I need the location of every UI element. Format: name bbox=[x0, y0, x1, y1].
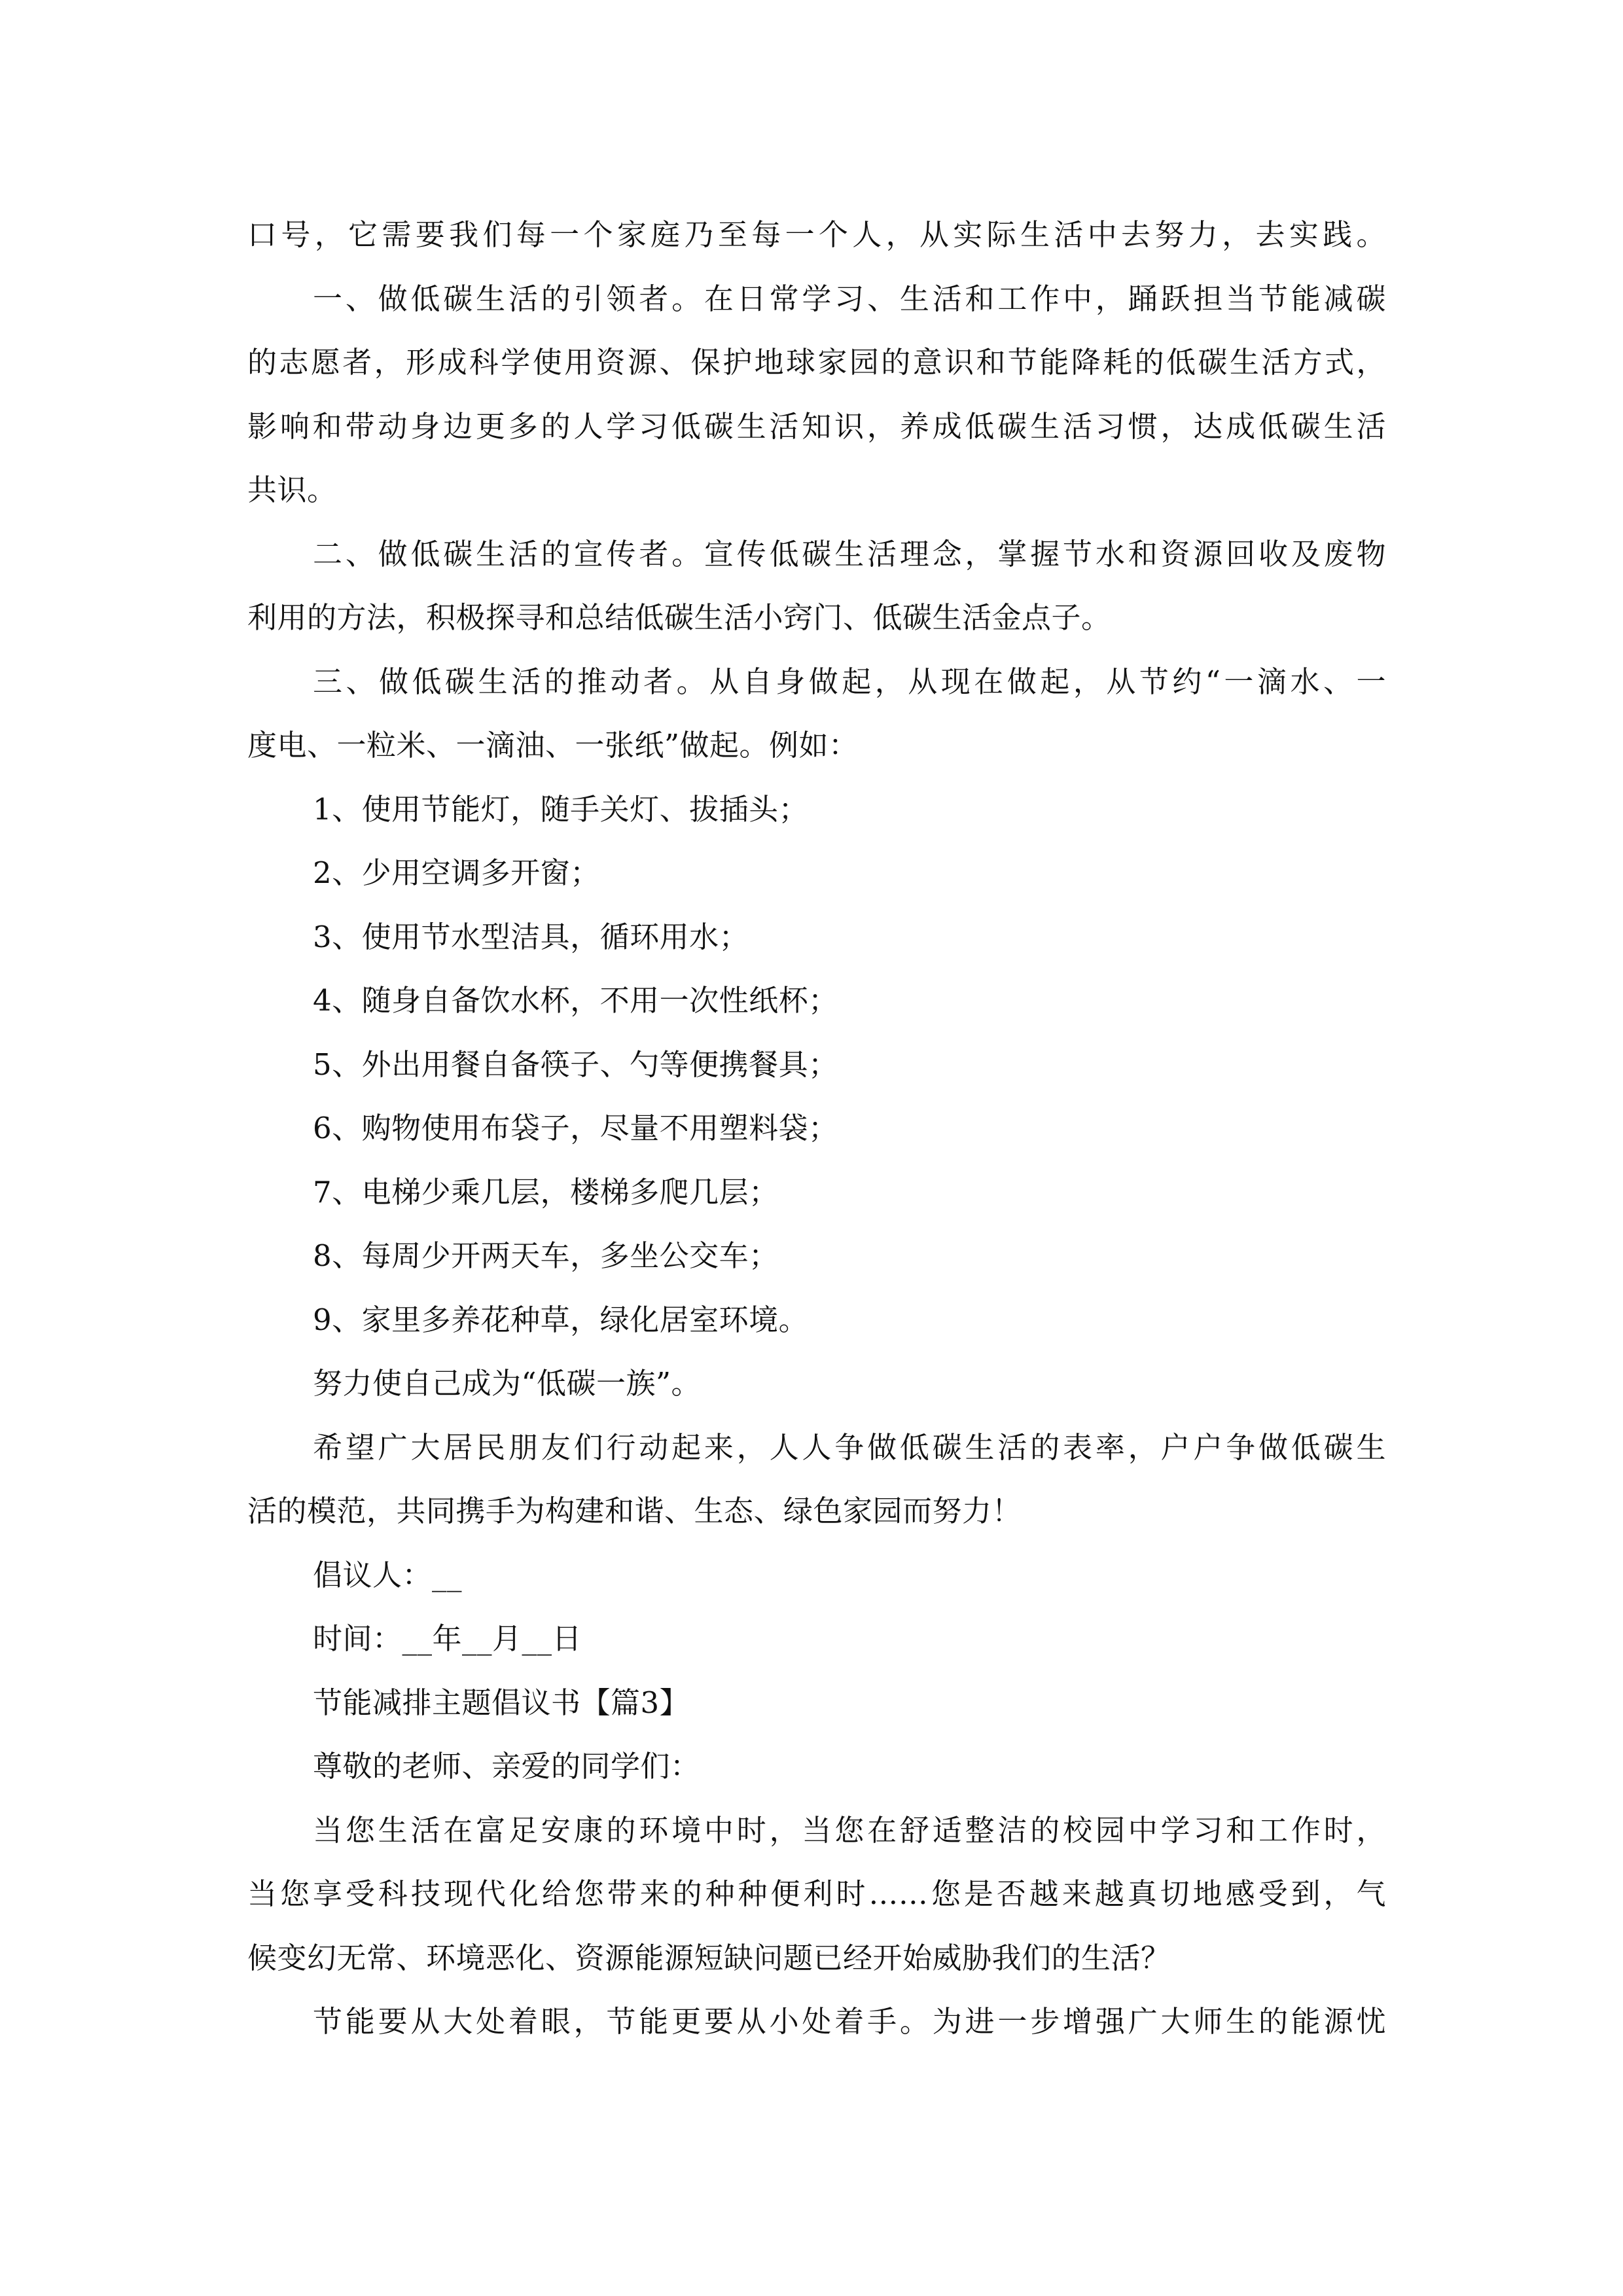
list-item: 5、外出用餐自备筷子、勺等便携餐具； bbox=[313, 1047, 838, 1082]
paragraph-line: 节能要从大处着眼，节能更要从小处着手。为进一步增强广大师生的能源忧 bbox=[313, 2004, 1386, 2039]
paragraph-line: 候变幻无常、环境恶化、资源能源短缺问题已经开始威胁我们的生活？ bbox=[247, 1940, 1171, 1975]
list-item: 9、家里多养花种草，绿化居室环境。 bbox=[313, 1302, 809, 1337]
section-heading: 节能减排主题倡议书【篇3】 bbox=[313, 1685, 690, 1720]
paragraph-line: 当您生活在富足安康的环境中时，当您在舒适整洁的校园中学习和工作时， bbox=[313, 1812, 1386, 1848]
list-item: 4、随身自备饮水杯，不用一次性纸杯； bbox=[313, 983, 838, 1018]
list-item: 1、使用节能灯，随手关灯、拔插头； bbox=[313, 791, 809, 827]
paragraph-line: 的志愿者，形成科学使用资源、保护地球家园的意识和节能降耗的低碳生活方式， bbox=[247, 345, 1386, 380]
paragraph-line: 活的模范，共同携手为构建和谐、生态、绿色家园而努力！ bbox=[247, 1494, 1022, 1528]
document-body bbox=[247, 203, 1386, 2054]
list-item: 8、每周少开两天车，多坐公交车； bbox=[313, 1238, 779, 1273]
paragraph-line: 利用的方法，积极探寻和总结低碳生活小窍门、低碳生活金点子。 bbox=[247, 600, 1111, 635]
paragraph-line: 三、做低碳生活的推动者。从自身做起，从现在做起，从节约“一滴水、一 bbox=[313, 664, 1386, 699]
paragraph-line: 努力使自己成为“低碳一族”。 bbox=[313, 1366, 702, 1401]
paragraph-line: 一、做低碳生活的引领者。在日常学习、生活和工作中，踊跃担当节能减碳 bbox=[313, 281, 1386, 316]
paragraph-line: 口号，它需要我们每一个家庭乃至每一个人，从实际生活中去努力，去实践。 bbox=[247, 217, 1386, 252]
list-item: 2、少用空调多开窗； bbox=[313, 855, 600, 890]
list-item: 7、电梯少乘几层，楼梯多爬几层； bbox=[313, 1174, 779, 1210]
salutation: 尊敬的老师、亲爱的同学们： bbox=[313, 1749, 700, 1784]
list-item: 6、购物使用布袋子，尽量不用塑料袋； bbox=[313, 1111, 838, 1145]
paragraph-line: 共识。 bbox=[247, 473, 337, 507]
paragraph-line: 度电、一粒米、一滴油、一张纸”做起。例如： bbox=[247, 728, 859, 762]
paragraph-line: 影响和带动身边更多的人学习低碳生活知识，养成低碳生活习惯，达成低碳生活 bbox=[247, 408, 1386, 444]
paragraph-line: 当您享受科技现代化给您带来的种种便利时……您是否越来越真切地感受到，气 bbox=[247, 1876, 1386, 1911]
paragraph-line: 希望广大居民朋友们行动起来，人人争做低碳生活的表率，户户争做低碳生 bbox=[313, 1429, 1386, 1465]
list-item: 3、使用节水型洁具，循环用水； bbox=[313, 919, 749, 954]
signature-line: 倡议人：__ bbox=[313, 1557, 463, 1592]
date-line: 时间：__年__月__日 bbox=[313, 1621, 582, 1656]
paragraph-line: 二、做低碳生活的宣传者。宣传低碳生活理念，掌握节水和资源回收及废物 bbox=[313, 536, 1386, 571]
